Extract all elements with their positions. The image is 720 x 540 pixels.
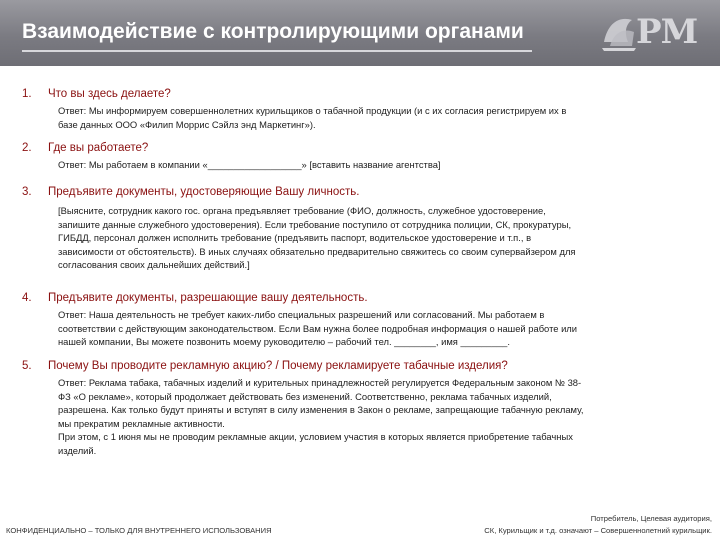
answer-line: соответствии с действующим законодательством. Если Вам нужна более подробная информация о нашей работе или [58,322,578,334]
answer-line: Ответ: Мы работаем в компании «__________________» [вставить название агентства] [58,159,441,170]
question-2 [22,142,148,154]
question-number: 2. [22,142,32,154]
definitions-line: Потребитель, Целевая аудитория, [590,514,712,523]
question-5 [22,360,508,372]
answer-line: мы прекратим рекламные активности. [58,417,225,429]
question-text: Что вы здесь делаете? [48,88,171,100]
answer-line: разрешена. Как только будут приняты и вступят в силу изменения в Закон о рекламе, запрещающие табачную рекламу, [58,404,584,416]
answer-line: ФЗ «О рекламе», который продолжает действовать без изменений. Соответственно, реклама табачных изделий, [58,390,552,402]
answer-line: базе данных ООО «Филип Моррис Сэйлз энд Маркетинг»). [58,118,316,130]
answer-line: ГИБДД, персонал должен исполнить требование (предъявить паспорт, водительское удостоверение и т.п., в [58,232,532,244]
question-text: Предъявите документы, удостоверяющие Вашу личность. [48,186,360,198]
answer-line: Ответ: Реклама табака, табачных изделий и курительных принадлежностей регулируется Федеральным законом № 38- [58,377,582,388]
answer-5 [58,376,583,458]
answer-line: зависимости от обстоятельств). В иных случаях обязательно предварительно свяжитесь со своим супервайзером для [58,245,576,257]
answer-1 [58,104,566,131]
answer-line: согласования своих дальнейших действий.] [58,259,250,271]
logo-text: PM [636,12,698,52]
question-number: 1. [22,88,32,100]
question-4 [22,292,368,304]
question-text: Где вы работаете? [48,142,149,154]
definitions-note [484,513,712,537]
question-number: 3. [22,186,32,198]
confidential-notice: КОНФИДЕНЦИАЛЬНО – ТОЛЬКО ДЛЯ ВНУТРЕННЕГО ИСПОЛЬЗОВАНИЯ [6,526,272,535]
question-number: 5. [22,360,32,372]
question-1 [22,88,171,100]
answer-line: изделий. [58,444,97,456]
answer-line: Ответ: Наша деятельность не требует каких-либо специальных разрешений или согласований. Мы работаем в [58,309,545,320]
question-text: Предъявите документы, разрешающие вашу деятельность. [48,292,368,304]
question-text: Почему Вы проводите рекламную акцию? / Почему рекламируете табачные изделия? [48,360,508,372]
answer-3 [58,204,576,272]
slide-title: Взаимодействие с контролирующими органами [22,20,524,43]
answer-line: запишите данные служебного удостоверения). Если требование поступило от сотрудника полиции, СК, прокуратуры, [58,218,572,230]
question-3 [22,186,359,198]
answer-line: [Выясните, сотрудник какого гос. органа предъявляет требование (ФИО, должность, служебное удостоверение, [58,205,546,216]
definitions-line: СК, Курильщик и т.д. означают – Совершеннолетний курильщик. [484,526,712,535]
answer-line: нашей компании, Вы можете позвонить моему руководителю – рабочий тел. ________, имя _________. [58,336,510,348]
answer-4 [58,308,577,349]
question-number: 4. [22,292,32,304]
answer-line: Ответ: Мы информируем совершеннолетних курильщиков о табачной продукции (и с их согласия регистрируем их в [58,105,567,116]
answer-2 [58,158,441,172]
answer-line: При этом, с 1 июня мы не проводим рекламные акции, условием участия в которых является приобретение табачных [58,431,573,443]
